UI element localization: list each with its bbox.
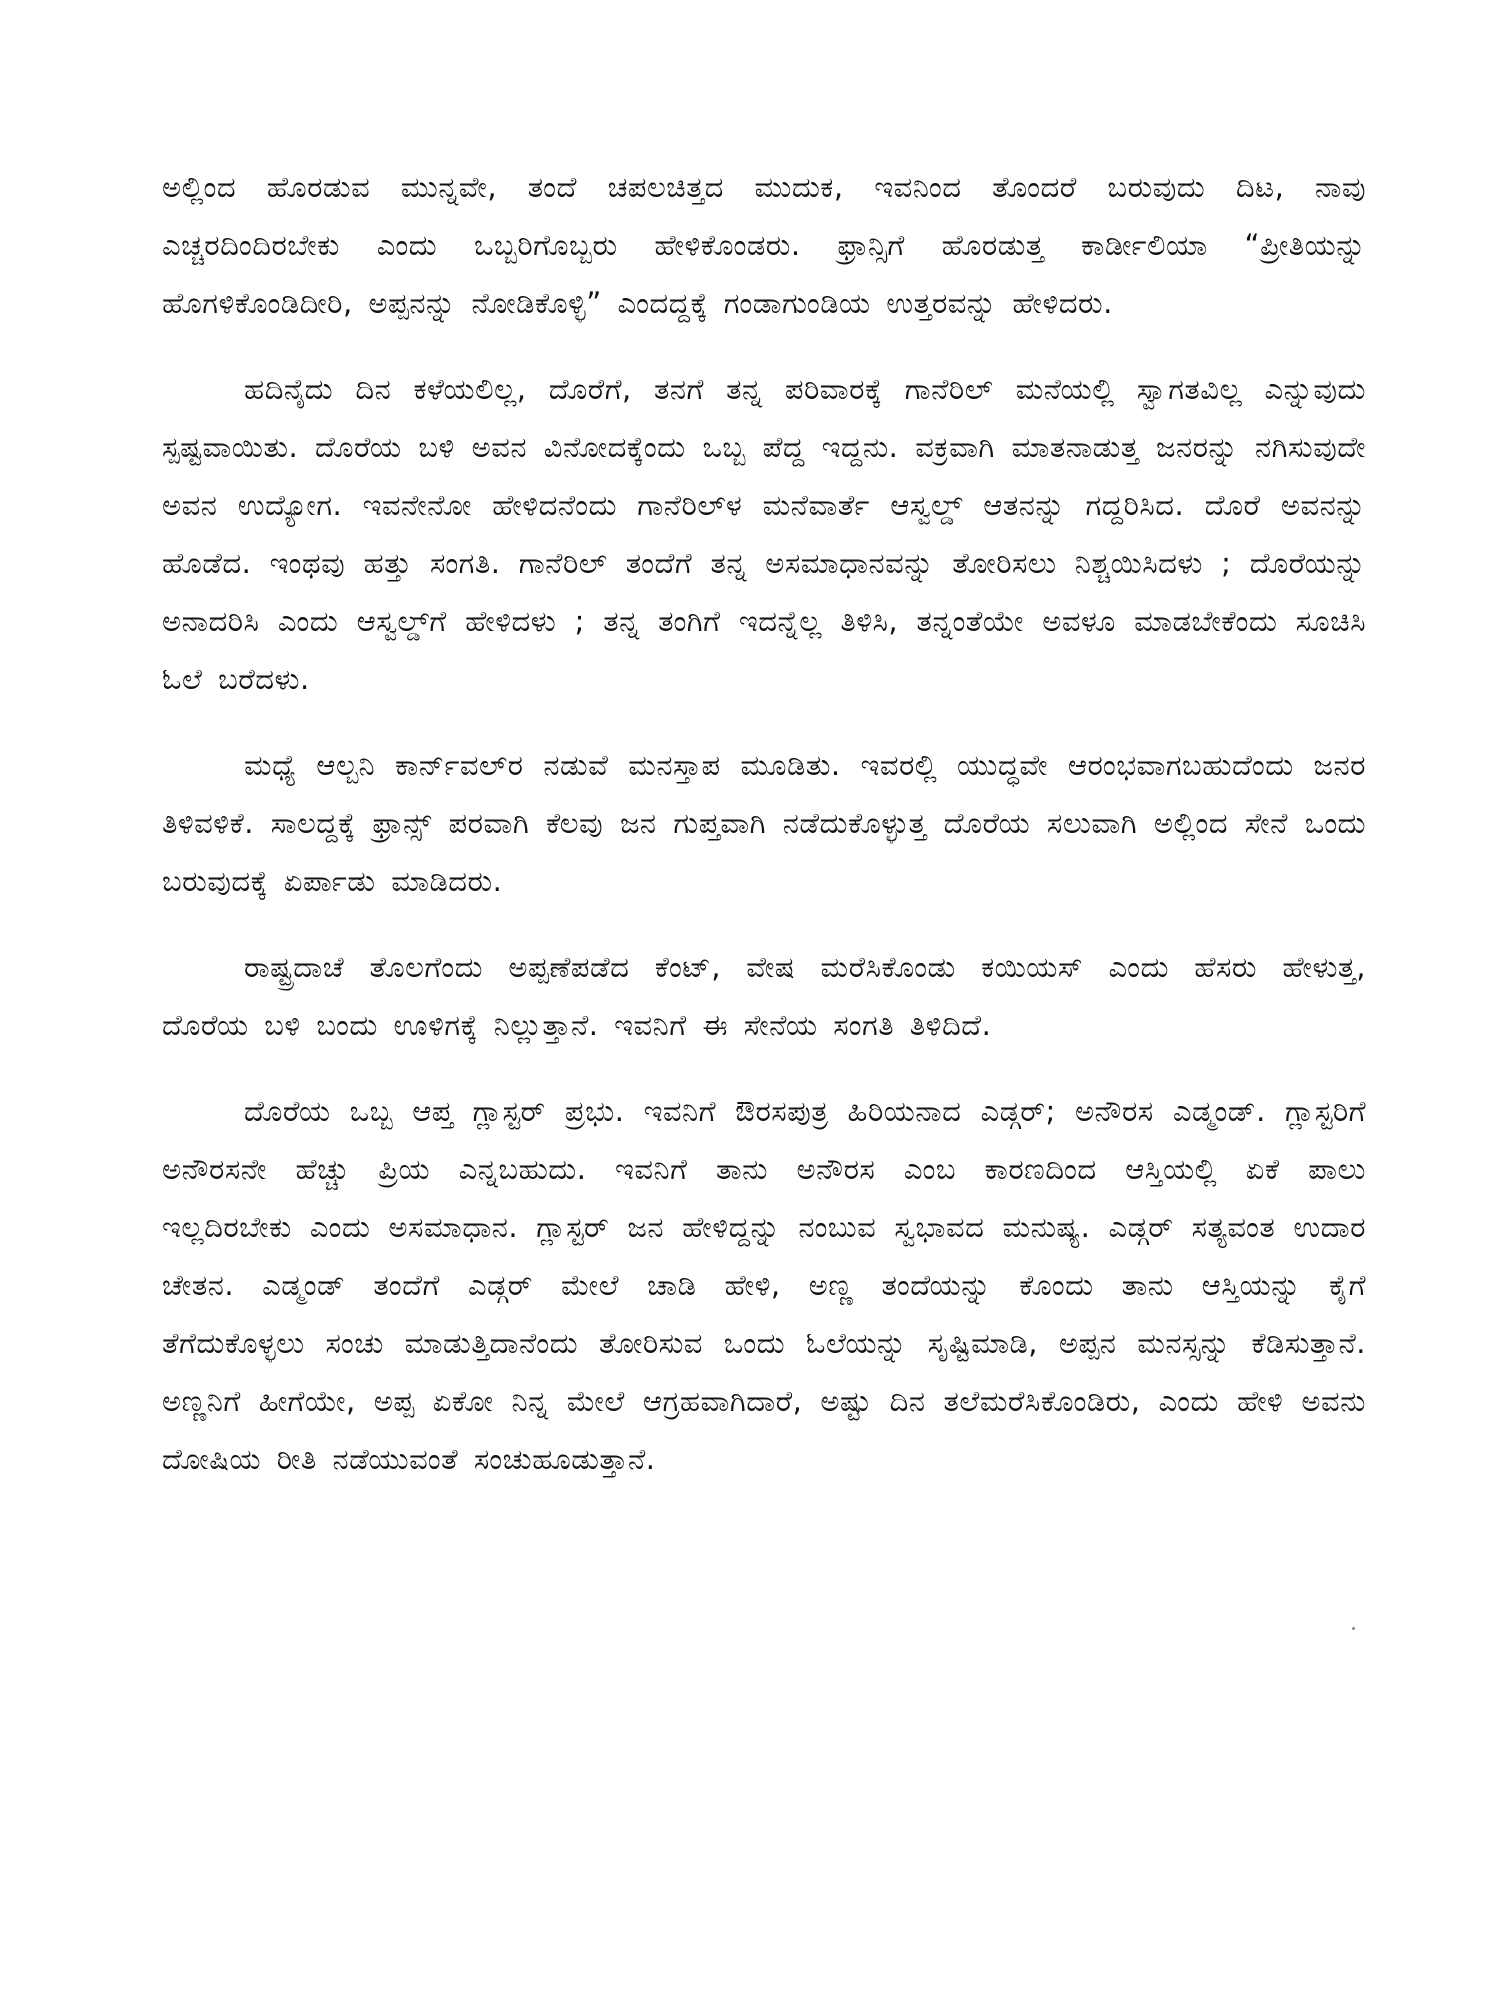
paragraph-2: ಹದಿನೈದು ದಿನ ಕಳೆಯಲಿಲ್ಲ, ದೊರೆಗೆ, ತನಗೆ ತನ್ನ ಪರಿವಾರಕ್ಕೆ ಗಾನೆರಿಲ್ ಮನೆಯಲ್ಲಿ ಸ್ವಾಗತವಿಲ್ಲ ಎನ್ನುವುದು ಸ್ಪಷ್ಟವಾಯಿತು. ದೊರೆಯ ಬಳಿ ಅವನ ವಿನೋದಕ್ಕೆಂದು ಒಬ್ಬ ಪೆದ್ದ ಇದ್ದನು. ವಕ್ರವಾಗಿ ಮಾತನಾಡುತ್ತ ಜನರನ್ನು ನಗಿಸುವುದೇ ಅವನ ಉದ್ಯೋಗ. ಇವನೇನೋ ಹೇಳಿದನೆಂದು ಗಾನೆರಿಲ್‌ಳ ಮನೆವಾರ್ತೆ ಆಸ್ವಲ್ಡ್ ಆತನನ್ನು ಗದ್ದರಿಸಿದ. ದೊರೆ ಅವನನ್ನು ಹೊಡೆದ. ಇಂಥವು ಹತ್ತು ಸಂಗತಿ. ಗಾನೆರಿಲ್ ತಂದೆಗೆ ತನ್ನ ಅಸಮಾಧಾನವನ್ನು ತೋರಿಸಲು ನಿಶ್ಚಯಿಸಿದಳು ; ದೊರೆಯನ್ನು ಅನಾದರಿಸಿ ಎಂದು ಆಸ್ವಲ್ಡ್‌ಗೆ ಹೇಳಿದಳು ; ತನ್ನ ತಂಗಿಗೆ ಇದನ್ನೆಲ್ಲ ತಿಳಿಸಿ, ತನ್ನಂತೆಯೇ ಅವಳೂ ಮಾಡಬೇಕೆಂದು ಸೂಚಿಸಿ ಓಲೆ ಬರೆದಳು.	[162, 372, 1366, 696]
paragraph-1: ಅಲ್ಲಿಂದ ಹೊರಡುವ ಮುನ್ನವೇ, ತಂದೆ ಚಪಲಚಿತ್ತದ ಮುದುಕ, ಇವನಿಂದ ತೊಂದರೆ ಬರುವುದು ದಿಟ, ನಾವು ಎಚ್ಚರದಿಂದಿರಬೇಕು ಎಂದು ಒಬ್ಬರಿಗೊಬ್ಬರು ಹೇಳಿಕೊಂಡರು. ಫ್ರಾನ್ಸಿಗೆ ಹೊರಡುತ್ತ ಕಾರ್ಡೀಲಿಯಾ “ಪ್ರೀತಿಯನ್ನು ಹೊಗಳಿಕೊಂಡಿದೀರಿ, ಅಪ್ಪನನ್ನು ನೋಡಿಕೊಳ್ಳಿ” ಎಂದದ್ದಕ್ಕೆ ಗಂಡಾಗುಂಡಿಯ ಉತ್ತರವನ್ನು ಹೇಳಿದರು.	[162, 170, 1366, 320]
scan-speck	[1352, 1627, 1355, 1630]
paragraph-4: ರಾಷ್ಟ್ರದಾಚೆ ತೊಲಗೆಂದು ಅಪ್ಪಣೆಪಡೆದ ಕೆಂಟ್, ವೇಷ ಮರೆಸಿಕೊಂಡು ಕಯಿಯಸ್ ಎಂದು ಹೆಸರು ಹೇಳುತ್ತ, ದೊರೆಯ ಬಳಿ ಬಂದು ಊಳಿಗಕ್ಕೆ ನಿಲ್ಲುತ್ತಾನೆ. ಇವನಿಗೆ ಈ ಸೇನೆಯ ಸಂಗತಿ ತಿಳಿದಿದೆ.	[162, 950, 1366, 1042]
paragraph-3: ಮಧ್ಯೆ ಆಲ್ಬನಿ ಕಾರ್ನ್‌ವಲ್‌ರ ನಡುವೆ ಮನಸ್ತಾಪ ಮೂಡಿತು. ಇವರಲ್ಲಿ ಯುದ್ಧವೇ ಆರಂಭವಾಗಬಹುದೆಂದು ಜನರ ತಿಳಿವಳಿಕೆ. ಸಾಲದ್ದಕ್ಕೆ ಫ್ರಾನ್ಸ್ ಪರವಾಗಿ ಕೆಲವು ಜನ ಗುಪ್ತವಾಗಿ ನಡೆದುಕೊಳ್ಳುತ್ತ ದೊರೆಯ ಸಲುವಾಗಿ ಅಲ್ಲಿಂದ ಸೇನೆ ಒಂದು ಬರುವುದಕ್ಕೆ ಏರ್ಪಾಡು ಮಾಡಿದರು.	[162, 748, 1366, 898]
paragraph-5: ದೊರೆಯ ಒಬ್ಬ ಆಪ್ತ ಗ್ಲಾಸ್ಟರ್ ಪ್ರಭು. ಇವನಿಗೆ ಔರಸಪುತ್ರ ಹಿರಿಯನಾದ ಎಡ್ಗರ್; ಅನೌರಸ ಎಡ್ಮಂಡ್. ಗ್ಲಾಸ್ಟರಿಗೆ ಅನೌರಸನೇ ಹೆಚ್ಚು ಪ್ರಿಯ ಎನ್ನಬಹುದು. ಇವನಿಗೆ ತಾನು ಅನೌರಸ ಎಂಬ ಕಾರಣದಿಂದ ಆಸ್ತಿಯಲ್ಲಿ ಏಕೆ ಪಾಲು ಇಲ್ಲದಿರಬೇಕು ಎಂದು ಅಸಮಾಧಾನ. ಗ್ಲಾಸ್ಟರ್ ಜನ ಹೇಳಿದ್ದನ್ನು ನಂಬುವ ಸ್ವಭಾವದ ಮನುಷ್ಯ. ಎಡ್ಗರ್ ಸತ್ಯವಂತ ಉದಾರ ಚೇತನ. ಎಡ್ಮಂಡ್ ತಂದೆಗೆ ಎಡ್ಗರ್ ಮೇಲೆ ಚಾಡಿ ಹೇಳಿ, ಅಣ್ಣ ತಂದೆಯನ್ನು ಕೊಂದು ತಾನು ಆಸ್ತಿಯನ್ನು ಕೈಗೆ ತೆಗೆದುಕೊಳ್ಳಲು ಸಂಚು ಮಾಡುತ್ತಿದಾನೆಂದು ತೋರಿಸುವ ಒಂದು ಓಲೆಯನ್ನು ಸೃಷ್ಟಿಮಾಡಿ, ಅಪ್ಪನ ಮನಸ್ಸನ್ನು ಕೆಡಿಸುತ್ತಾನೆ. ಅಣ್ಣನಿಗೆ ಹೀಗೆಯೇ, ಅಪ್ಪ ಏಕೋ ನಿನ್ನ ಮೇಲೆ ಆಗ್ರಹವಾಗಿದಾರೆ, ಅಷ್ಟು ದಿನ ತಲೆಮರೆಸಿಕೊಂಡಿರು, ಎಂದು ಹೇಳಿ ಅವನು ದೋಷಿಯ ರೀತಿ ನಡೆಯುವಂತೆ ಸಂಚುಹೂಡುತ್ತಾನೆ.	[162, 1094, 1366, 1476]
